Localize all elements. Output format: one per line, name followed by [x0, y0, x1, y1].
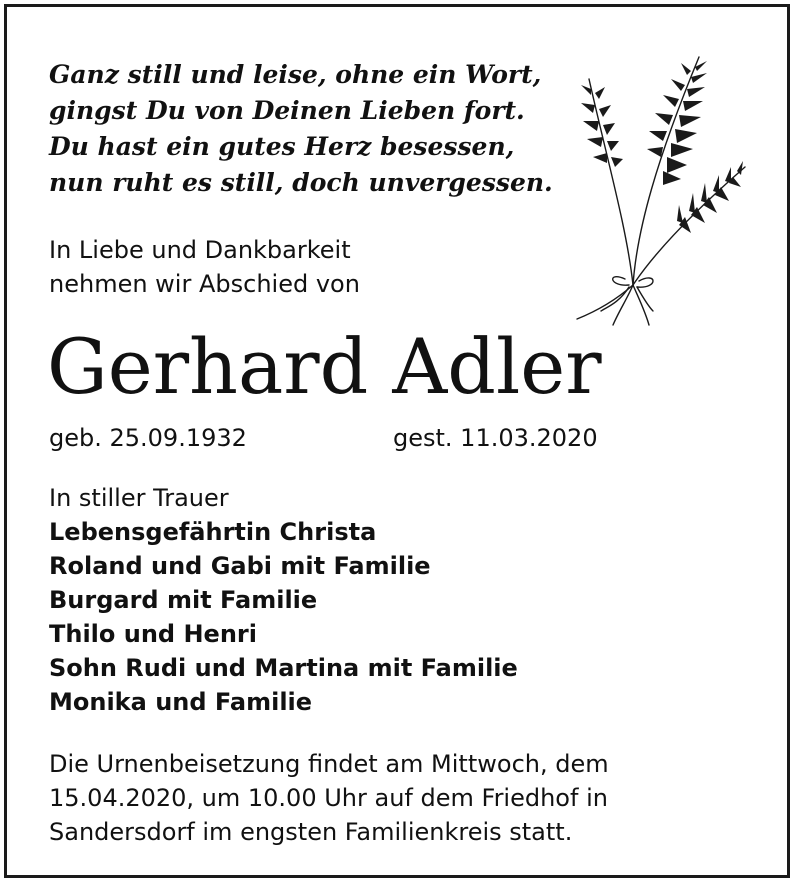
notice-line: Sandersdorf im engsten Familienkreis statt. — [49, 818, 573, 846]
birth-date: geb. 25.09.1932 — [49, 424, 247, 452]
notice-line: 15.04.2020, um 10.00 Uhr auf dem Friedhof in — [49, 784, 608, 812]
fern-bouquet-icon — [567, 49, 747, 329]
notice-line: Die Urnenbeisetzung findet am Mittwoch, dem — [49, 750, 609, 778]
obituary-frame — [4, 4, 790, 878]
death-date: gest. 11.03.2020 — [393, 424, 598, 452]
life-dates — [49, 421, 598, 455]
mourners-list — [49, 481, 518, 719]
mourner-entry: Burgard mit Familie — [49, 586, 318, 614]
deceased-name: Gerhard Adler — [47, 322, 602, 411]
mourner-entry: Roland und Gabi mit Familie — [49, 552, 431, 580]
poem-line: gingst Du von Deinen Lieben fort. — [49, 96, 525, 125]
mourner-entry: Sohn Rudi und Martina mit Familie — [49, 654, 518, 682]
intro-line: In Liebe und Dankbarkeit — [49, 236, 351, 264]
mourner-entry: Lebensgefährtin Christa — [49, 518, 377, 546]
burial-notice — [49, 747, 609, 849]
memorial-poem — [49, 57, 553, 201]
mourner-entry: Monika und Familie — [49, 688, 313, 716]
farewell-intro — [49, 233, 360, 301]
intro-line: nehmen wir Abschied von — [49, 270, 360, 298]
poem-line: nun ruht es still, doch unvergessen. — [49, 168, 553, 197]
poem-line: Ganz still und leise, ohne ein Wort, — [49, 60, 542, 89]
poem-line: Du hast ein gutes Herz besessen, — [49, 132, 515, 161]
mourning-heading: In stiller Trauer — [49, 484, 229, 512]
mourner-entry: Thilo und Henri — [49, 620, 257, 648]
